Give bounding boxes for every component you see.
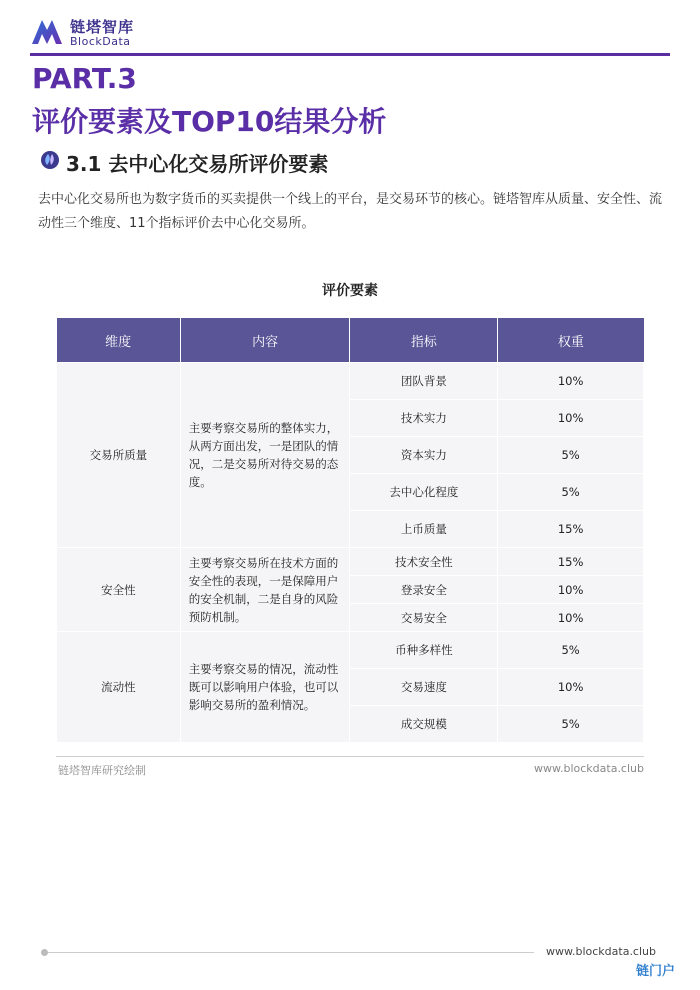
- table-row: [57, 363, 644, 400]
- weight-cell: 5%: [498, 706, 644, 743]
- dimension-cell: 安全性: [57, 548, 181, 632]
- weight-cell: 10%: [498, 400, 644, 437]
- indicator-cell: 技术安全性: [350, 548, 498, 576]
- weight-cell: 5%: [498, 474, 644, 511]
- section-intro: 去中心化交易所也为数字货币的买卖提供一个线上的平台，是交易环节的核心。链塔智库从质量、安全性、流动性三个维度、11个指标评价去中心化交易所。: [38, 192, 663, 231]
- table-source: 链塔智库研究绘制: [58, 764, 146, 777]
- weight-cell: 10%: [498, 604, 644, 632]
- source-divider: [56, 756, 644, 757]
- header-indicator: 指标: [350, 318, 498, 363]
- footer-url: www.blockdata.club: [546, 945, 656, 958]
- indicator-cell: 登录安全: [350, 576, 498, 604]
- content-cell: 主要考察交易所的整体实力，从两方面出发，一是团队的情况，二是交易所对待交易的态度。: [180, 363, 350, 548]
- part-label: PART.3: [32, 62, 137, 95]
- table-row: [57, 632, 644, 669]
- weight-cell: 5%: [498, 632, 644, 669]
- weight-cell: 15%: [498, 511, 644, 548]
- section-bullet-icon: [40, 150, 60, 170]
- weight-cell: 10%: [498, 669, 644, 706]
- header-weight: 权重: [498, 318, 644, 363]
- page-header: [30, 12, 670, 52]
- content-cell: 主要考察交易所在技术方面的安全性的表现，一是保障用户的安全机制，二是自身的风险预防机制。: [180, 548, 350, 632]
- footer-divider: [44, 952, 534, 953]
- section-title: 3.1 去中心化交易所评价要素: [66, 152, 329, 176]
- indicator-cell: 技术实力: [350, 400, 498, 437]
- table-row: [57, 548, 644, 576]
- indicator-cell: 团队背景: [350, 363, 498, 400]
- weight-cell: 15%: [498, 548, 644, 576]
- header-divider: [30, 53, 670, 56]
- table-source-url: www.blockdata.club: [534, 762, 644, 775]
- corner-logo: 链门户: [636, 964, 676, 979]
- indicator-cell: 币种多样性: [350, 632, 498, 669]
- weight-cell: 5%: [498, 437, 644, 474]
- dimension-cell: 交易所质量: [57, 363, 181, 548]
- logo-chinese-name: 链塔智库: [70, 18, 135, 36]
- table-caption: 评价要素: [322, 283, 378, 299]
- header-dimension: 维度: [57, 318, 181, 363]
- footer-dot-icon: [41, 949, 48, 956]
- blockdata-logo-icon: [30, 16, 64, 46]
- indicator-cell: 成交规模: [350, 706, 498, 743]
- indicator-cell: 资本实力: [350, 437, 498, 474]
- indicator-cell: 交易速度: [350, 669, 498, 706]
- dimension-cell: 流动性: [57, 632, 181, 743]
- content-cell: 主要考察交易的情况，流动性既可以影响用户体验，也可以影响交易所的盈利情况。: [180, 632, 350, 743]
- indicator-cell: 去中心化程度: [350, 474, 498, 511]
- indicator-cell: 上币质量: [350, 511, 498, 548]
- header-content: 内容: [180, 318, 350, 363]
- logo-english-name: BlockData: [70, 35, 131, 48]
- table-header-row: [57, 318, 644, 363]
- evaluation-table: [56, 318, 644, 743]
- weight-cell: 10%: [498, 576, 644, 604]
- weight-cell: 10%: [498, 363, 644, 400]
- indicator-cell: 交易安全: [350, 604, 498, 632]
- part-title: 评价要素及TOP10结果分析: [32, 105, 387, 138]
